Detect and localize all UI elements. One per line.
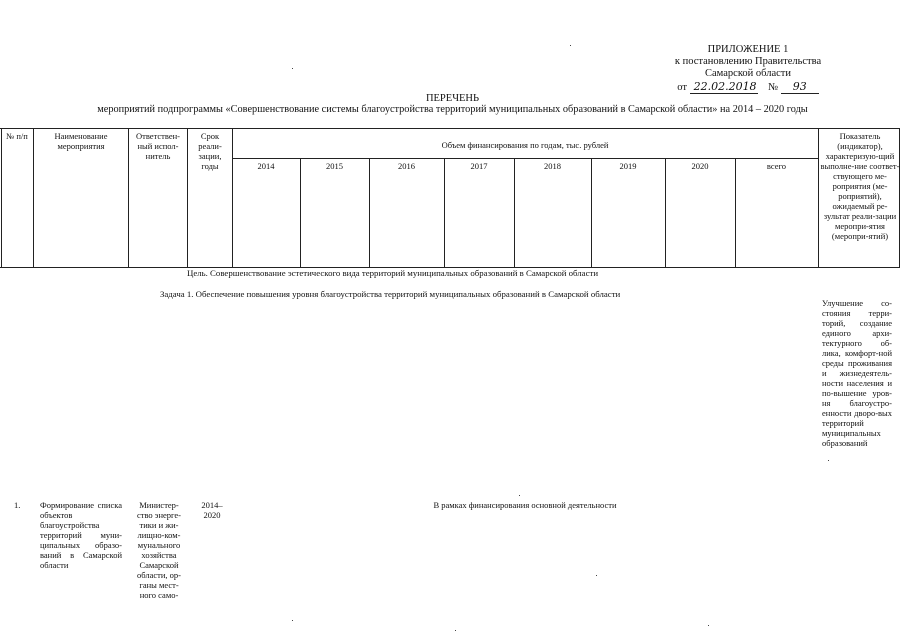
appendix-header — [648, 44, 848, 94]
task-text: Задача 1. Обеспечение повышения уровня благоустройства территорий муниципальных образований в Самарской области — [160, 289, 621, 299]
handwritten-date: 22.02.2018 — [690, 81, 758, 94]
appendix-region: Самарской области — [705, 68, 791, 79]
scan-speck — [708, 625, 709, 626]
header-num: № п/п — [6, 131, 28, 141]
row1-name: Формирование списка объектов благоустройства территорий муни-ципальных образо-ваний в Самарской области — [40, 500, 122, 570]
header-funding: Объем финансирования по годам, тыс. рублей — [441, 140, 609, 150]
scan-speck — [596, 575, 597, 576]
header-responsible: Ответствен-ный испол-нитель — [135, 131, 180, 161]
scan-speck — [292, 620, 293, 621]
year-2019: 2019 — [619, 161, 637, 171]
row1-responsible: Министер-ство энерге-тики и жи-лищно-ком-мунального хозяйства Самарской области, ор-ганы мест-ного само- — [136, 500, 181, 600]
year-2016: 2016 — [398, 161, 415, 171]
scan-speck — [519, 495, 520, 496]
document-heading: ПЕРЕЧЕНЬ — [425, 93, 480, 104]
year-2020: 2020 — [691, 161, 709, 171]
scan-speck — [292, 68, 293, 69]
document-subtitle: мероприятий подпрограммы «Совершенствование системы благоустройства территорий муниципальных образований в Самарской области» на 2014 – 2020 годы — [97, 104, 808, 115]
year-2015: 2015 — [326, 161, 343, 171]
handwritten-number: 93 — [781, 81, 819, 94]
year-2018: 2018 — [544, 161, 561, 171]
scan-speck — [828, 460, 829, 461]
appendix-decree: к постановлению Правительства — [674, 56, 822, 67]
number-label: № — [768, 82, 779, 93]
row1-num: 1. — [14, 500, 21, 510]
header-indicator: Показатель (индикатор), характеризую-щий выполне-ние соответ-ствующего ме-роприятия (ме-роприятий), ожидаемый ре-зультат реали-зации меропри-ятия (меропри-ятий) — [820, 131, 900, 241]
goal-text: Цель. Совершенствование эстетического вида территорий муниципальных образований в Самарской области — [187, 268, 599, 278]
header-term: Срок реали-зации, годы — [198, 131, 222, 171]
appendix-title: ПРИЛОЖЕНИЕ 1 — [707, 44, 789, 55]
scan-speck — [455, 630, 456, 631]
year-total: всего — [766, 161, 787, 171]
scan-speck — [570, 45, 571, 46]
year-2017: 2017 — [470, 161, 488, 171]
from-label: от — [677, 82, 687, 93]
header-name: Наименование мероприятия — [54, 131, 108, 151]
row1-term: 2014– 2020 — [201, 500, 223, 520]
row1-funding: В рамках финансирования основной деятельности — [433, 500, 617, 510]
task-result-indicator: Улучшение со-стояния терри-торий, создание единого архи-тектурного об-лика, комфорт-ной среды проживания и жизнедеятель-ности населения и по-вышение уров-ня благоустро-енности дворо-вых территорий муниципальных образований — [822, 298, 892, 448]
year-2014: 2014 — [257, 161, 275, 171]
